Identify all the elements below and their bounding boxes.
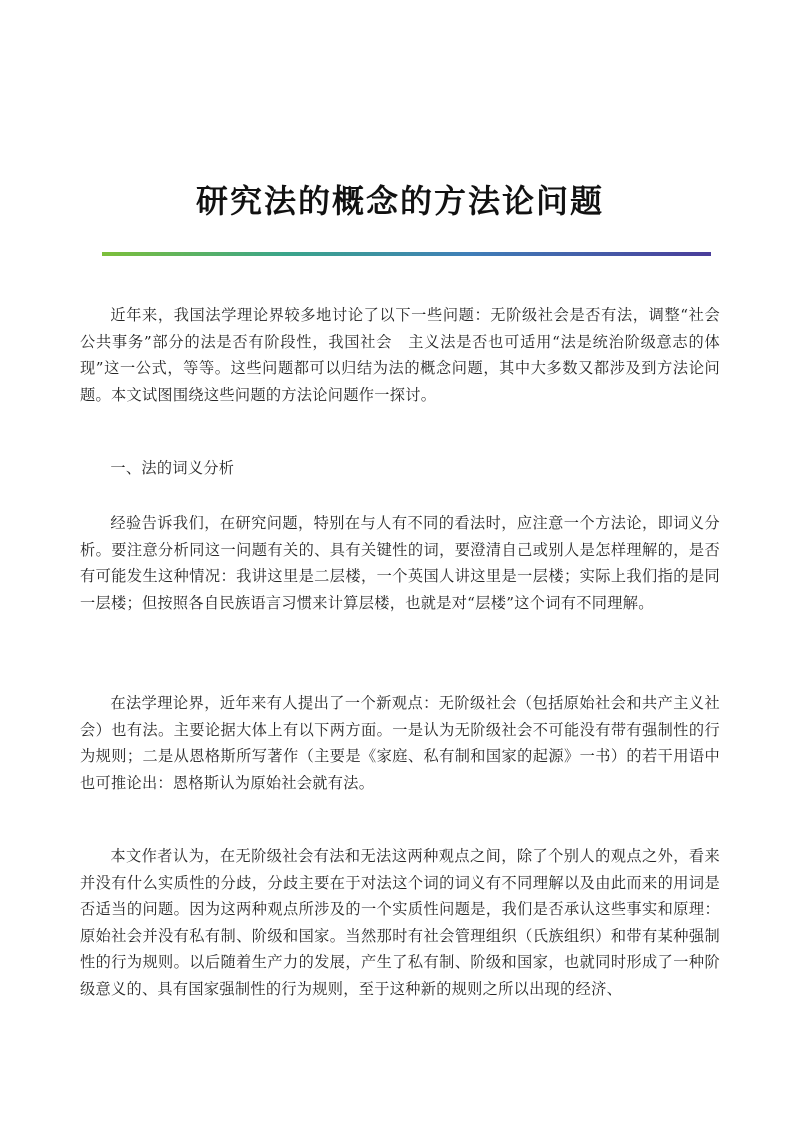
section-heading-word-meaning: 一、法的词义分析 [110,459,235,477]
page-title: 研究法的概念的方法论问题 [195,182,604,221]
title-divider [102,252,711,256]
paragraph-author-view: 本文作者认为，在无阶级社会有法和无法这两种观点之间，除了个别人的观点之外，看来并没有什么实质性的分歧，分歧主要在于对法这个词的词义有不同理解以及由此而来的用词是否适当的问题。因为这两种观点所涉及的一个实质性问题是，我们是否承认这些事实和原理：原始社会并没有私有制、阶级和国家。当然那时有社会管理组织（氏族组织）和带有某种强制性的行为规则。以后随着生产力的发展，产生了私有制、阶级和国家，也就同时形成了一种阶级意义的、具有国家强制性的行为规则，至于这种新的规则之所以出现的经济、 [80,847,720,998]
paragraph-classless-society: 在法学理论界，近年来有人提出了一个新观点：无阶级社会（包括原始社会和共产主义社会）也有法。主要论据大体上有以下两方面。一是认为无阶级社会不可能没有带有强制性的行为规则；二是从恩格斯所写著作（主要是《家庭、私有制和国家的起源》一书）的若干用语中也可推论出：恩格斯认为原始社会就有法。 [80,694,720,792]
paragraph-word-analysis: 经验告诉我们，在研究问题，特别在与人有不同的看法时，应注意一个方法论，即词义分析。要注意分析同这一问题有关的、具有关键性的词，要澄清自己或别人是怎样理解的，是否有可能发生这种情况：我讲这里是二层楼，一个英国人讲这里是一层楼；实际上我们指的是同一层楼；但按照各自民族语言习惯来计算层楼，也就是对“层楼”这个词有不同理解。 [80,514,720,612]
paragraph-intro: 近年来，我国法学理论界较多地讨论了以下一些问题：无阶级社会是否有法，调整“社会公共事务”部分的法是否有阶段性，我国社会 主义法是否也可适用“法是统治阶级意志的体现”这一公式，等等。这些问题都可以归结为法的概念问题，其中大多数又都涉及到方法论问题。本文试图围绕这些问题的方法论问题作一探讨。 [80,306,720,404]
